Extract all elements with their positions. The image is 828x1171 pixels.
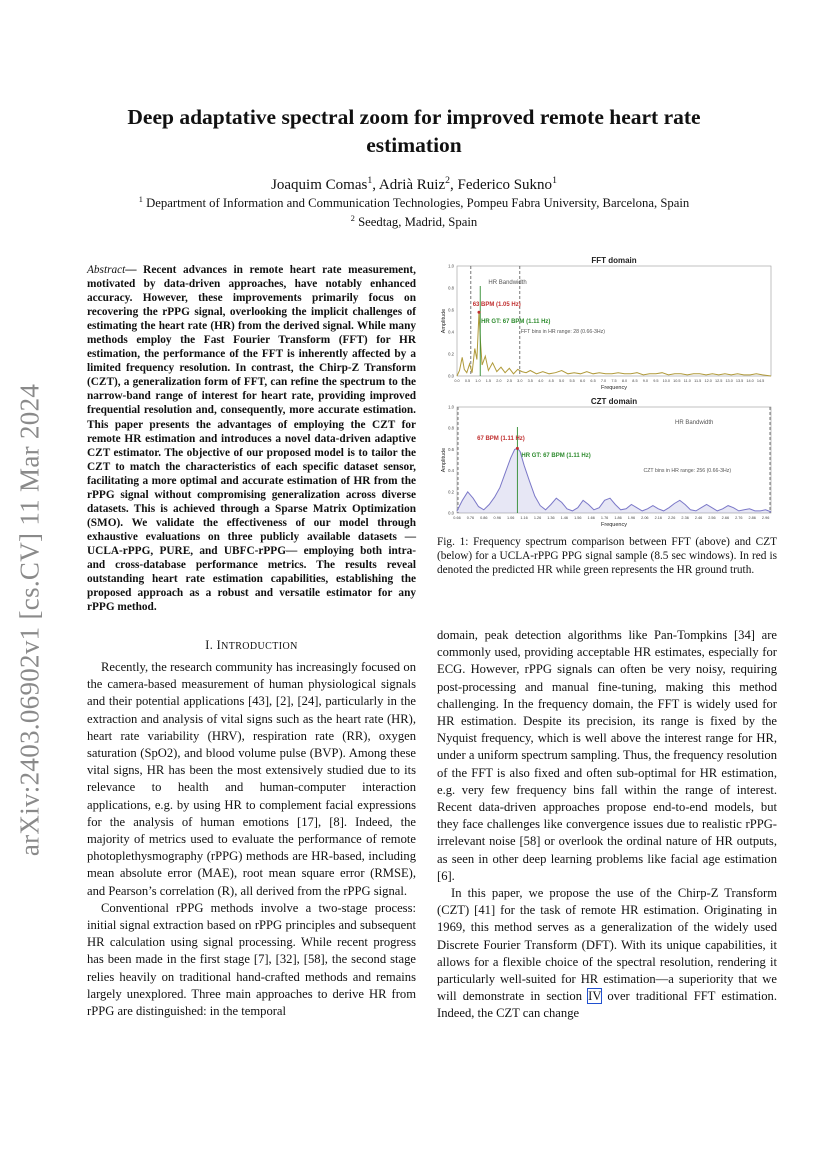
x-tick-label: 4.0 xyxy=(538,379,544,383)
bin-count-label: CZT bins in HR range: 256 (0.66-3Hz) xyxy=(643,468,732,474)
y-tick-label: 0.8 xyxy=(448,425,454,431)
x-tick-label: 10.5 xyxy=(673,379,681,383)
x-tick-label: 0.0 xyxy=(454,379,460,383)
x-tick-label: 8.0 xyxy=(621,379,628,383)
x-tick-label: 1.16 xyxy=(520,516,528,520)
y-tick-label: 0.4 xyxy=(448,468,454,474)
x-tick-label: 0.5 xyxy=(464,379,471,383)
arxiv-side-label: arXiv:2403.06902v1 [cs.CV] 11 Mar 2024 xyxy=(14,383,45,857)
author-name: Joaquim Comas xyxy=(271,177,368,193)
x-tick-label: 0.66 xyxy=(453,516,461,520)
x-tick-label: 10.0 xyxy=(662,379,671,383)
paragraph: In this paper, we propose the use of the Chirp-Z Transform (CZT) [41] for the task of remote HR estimation. Originating in 1969, this method serves as a generalization of the widely used Discrete Fourier Transform (DFT). With its unique capabilities, it allows for a flexible choice of the spectral resolution, rendering it particularly well-suited for HR estimation—a superiority that we will demonstrate in section IV over traditional FFT estimation. Indeed, the CZT can change xyxy=(437,886,777,1021)
ground-truth-label: HR GT: 67 BPM (1.11 Hz) xyxy=(521,453,591,459)
x-tick-label: 0.86 xyxy=(480,516,488,520)
y-tick-label: 0.0 xyxy=(448,373,454,379)
y-tick-label: 0.6 xyxy=(448,307,454,313)
y-tick-label: 1.0 xyxy=(448,404,454,410)
left-column-text xyxy=(87,659,416,1020)
x-tick-label: 2.36 xyxy=(681,516,689,520)
czt-spectrum-plot xyxy=(437,396,777,530)
x-tick-label: 6.0 xyxy=(579,379,586,383)
affiliation: $^2$ Seedtag, Madrid, Spain xyxy=(350,213,478,229)
y-axis-label: Amplitude xyxy=(441,308,447,334)
x-tick-label: 1.46 xyxy=(560,516,569,520)
bandwidth-label: HR Bandwidth xyxy=(488,280,527,286)
author-name: Adrià Ruiz xyxy=(378,177,446,193)
x-tick-label: 3.0 xyxy=(517,379,523,383)
x-tick-label: 1.66 xyxy=(587,516,595,520)
x-tick-label: 1.86 xyxy=(614,516,622,520)
y-tick-label: 0.8 xyxy=(448,285,454,291)
abstract xyxy=(87,263,416,614)
predicted-hr-label: 67 BPM (1.11 Hz) xyxy=(477,436,525,442)
x-tick-label: 0.76 xyxy=(466,516,475,520)
fft-spectrum-plot xyxy=(437,255,777,393)
x-tick-label: 5.0 xyxy=(559,379,565,383)
x-tick-label: 7.5 xyxy=(611,379,617,383)
predicted-peak-marker xyxy=(477,311,480,314)
paragraph: Recently, the research community has increasingly focused on the camera-based measurement of human physiological signals and their potential applications [43], [2], [24], particularly in the extraction and analysis of vital signs such as the heart rate (HR), heart rate variability (HRV), respiration rate (RR), oxygen saturation (SpO2), and blood volume pulse (BVP). Among these vital signs, HR has been the most extensively studied due to its relevance to health and human-computer interaction applications, e.g. by using HR to complement facial expressions for the analysis of human emotions [17], [8]. Indeed, the majority of metrics used to evaluate the performance of remote photoplethysmography (rPPG) methods are HR-based, including mean absolute error (MAE), root mean square error (RMSE), and Pearson’s correlation (R), all derived from the rPPG signal. xyxy=(87,660,416,898)
x-tick-label: 1.0 xyxy=(475,379,481,383)
x-tick-label: 2.76 xyxy=(735,516,743,520)
right-column-text xyxy=(437,627,777,1023)
czt-chart xyxy=(437,396,777,530)
x-tick-label: 13.0 xyxy=(725,379,733,383)
paragraph: domain, peak detection algorithms like Pan-Tompkins [34] are commonly used, providing acceptable HR estimates, especially for ECG. However, rPPG signals can often be very noisy, requiring post-processing and manual fine-tuning, making this method challenging. In the frequency domain, the FFT is widely used for HR estimation. Despite its precision, its range is fixed by the Nyquist frequency, which is well above the interest range for HR, under a uniform spectrum sampling. Thus, the frequency resolution of the FFT is also fixed and often sub-optimal for HR estimation, e.g. very few frequency bins fall within the range of interest. Recent data-driven approaches propose end-to-end models, but they face challenges like convergence issues due to realistic rPPG-irrelevant noise [58] or overlook the ordinal nature of HR outputs, as seen in other deep learning problems like facial age estimation [6]. xyxy=(437,628,777,883)
y-axis-label: Amplitude xyxy=(441,447,447,473)
predicted-hr-label: 63 BPM (1.05 Hz) xyxy=(472,302,521,308)
y-tick-label: 0.6 xyxy=(448,446,454,452)
author-affil-index: 1 xyxy=(367,175,373,186)
x-tick-label: 5.5 xyxy=(569,379,575,383)
author-affil-index: 2 xyxy=(445,175,450,186)
x-tick-label: 12.5 xyxy=(714,379,723,383)
chart-title: FFT domain xyxy=(591,256,637,265)
paragraph: Conventional rPPG methods involve a two-stage process: initial signal extraction based on rPPG principles and subsequent HR calculation using signal processing. While recent progress has been made in the first stage [7], [32], [58], the second stage relies heavily on traditional hand-crafted methods and remains largely unexplored. Three main approaches to derive HR from rPPG are distinguished: in the temporal xyxy=(87,900,416,1019)
x-tick-label: 1.96 xyxy=(627,516,636,520)
paper-title: Deep adaptative spectral zoom for improved remote heart rate estimation xyxy=(127,105,701,157)
y-tick-label: 1.0 xyxy=(448,263,454,269)
x-tick-label: 2.96 xyxy=(761,516,770,520)
section-link[interactable]: IV xyxy=(588,989,602,1004)
bandwidth-label: HR Bandwidth xyxy=(675,420,714,426)
y-tick-label: 0.2 xyxy=(448,351,454,357)
x-tick-label: 3.5 xyxy=(527,379,533,383)
x-tick-label: 14.5 xyxy=(756,379,765,383)
ground-truth-label: HR GT: 67 BPM (1.11 Hz) xyxy=(481,319,551,325)
figure-caption: Fig. 1: Frequency spectrum comparison between FFT (above) and CZT (below) for a UCLA-rPPG PPG signal sample (8.5 sec windows). In red is denoted the predicted HR while green represents the HR ground truth. xyxy=(437,536,777,576)
y-tick-label: 0.2 xyxy=(448,489,454,495)
x-tick-label: 2.0 xyxy=(496,379,502,383)
x-tick-label: 1.5 xyxy=(485,379,492,383)
chart-title: CZT domain xyxy=(590,397,638,406)
x-tick-label: 13.5 xyxy=(735,379,744,383)
y-tick-label: 0.4 xyxy=(448,329,454,335)
x-tick-label: 2.46 xyxy=(694,516,703,520)
bin-count-label: FFT bins in HR range: 28 (0.66-3Hz) xyxy=(520,329,605,335)
affiliation: $^1$ Department of Information and Communication Technologies, Pompeu Fabra University, Barcelona, Spain xyxy=(138,194,690,210)
x-tick-label: 11.5 xyxy=(694,379,702,383)
x-tick-label: 4.5 xyxy=(548,379,554,383)
x-tick-label: 2.26 xyxy=(668,516,676,520)
x-tick-label: 2.86 xyxy=(748,516,756,520)
x-tick-label: 0.96 xyxy=(493,516,501,520)
author-name: Federico Sukno xyxy=(457,177,553,193)
x-tick-label: 14.0 xyxy=(746,379,754,383)
predicted-peak-marker xyxy=(516,447,519,450)
abstract-label: Abstract xyxy=(87,264,126,276)
x-tick-label: 12.0 xyxy=(704,379,712,383)
x-tick-label: 1.36 xyxy=(547,516,555,520)
x-axis-label: Frequency xyxy=(601,522,627,528)
x-axis-label: Frequency xyxy=(601,385,627,391)
abstract-text: — Recent advances in remote heart rate measurement, motivated by data-driven approaches, have notably enhanced accuracy. However, these improvements primarily focus on recovering the rPPG signal, overlooking the implicit challenges of estimating the heart rate (HR) from the derived signal. While many methods employ the Fast Fourier Transform (FFT) for HR estimation, the performance of the FFT is inherently affected by a limited frequency resolution. In contrast, the Chirp-Z Transform (CZT), a generalization form of FFT, can refine the spectrum to the narrow-band range of interest for heart rate, providing improved frequential resolution and, consequently, more accurate estimation. This paper presents the advantages of employing the CZT for remote HR estimation and introduces a novel data-driven adaptive CZT estimator. The objective of our proposed model is to tailor the CZT to match the characteristics of each specific dataset sensor, facilitating a more optimal and accurate estimation of HR from the rPPG signal without compromising generalization across diverse datasets. This is achieved through a Sparse Matrix Optimization (SMO). We validate the effectiveness of our model through exhaustive evaluations on three publicly available datasets —UCLA-rPPG, PURE, and UBFC-rPPG— employing both intra- and cross-database performance metrics. The results reveal outstanding heart rate estimation capabilities, establishing the proposed approach as a robust and versatile estimator for any rPPG method. xyxy=(87,264,416,614)
x-tick-label: 8.5 xyxy=(632,379,638,383)
author-affil-index: 1 xyxy=(552,175,557,186)
x-tick-label: 2.16 xyxy=(654,516,662,520)
x-tick-label: 1.26 xyxy=(533,516,542,520)
x-tick-label: 2.06 xyxy=(641,516,649,520)
y-tick-label: 0.0 xyxy=(448,510,454,516)
x-tick-label: 1.06 xyxy=(506,516,515,520)
section-heading: I. INTRODUCTION xyxy=(205,638,298,652)
x-tick-label: 1.56 xyxy=(574,516,582,520)
x-tick-label: 1.76 xyxy=(600,516,609,520)
x-tick-label: 9.5 xyxy=(653,379,659,383)
x-tick-label: 9.0 xyxy=(642,379,649,383)
x-tick-label: 6.5 xyxy=(590,379,596,383)
x-tick-label: 2.5 xyxy=(506,379,512,383)
x-tick-label: 11.0 xyxy=(683,379,691,383)
author-list: Joaquim Comas$^1$, Adrià Ruiz$^2$, Federico Sukno$^1$ xyxy=(271,175,557,193)
x-tick-label: 2.56 xyxy=(708,516,716,520)
fft-chart xyxy=(437,255,777,393)
x-tick-label: 2.66 xyxy=(721,516,730,520)
x-tick-label: 7.0 xyxy=(600,379,607,383)
